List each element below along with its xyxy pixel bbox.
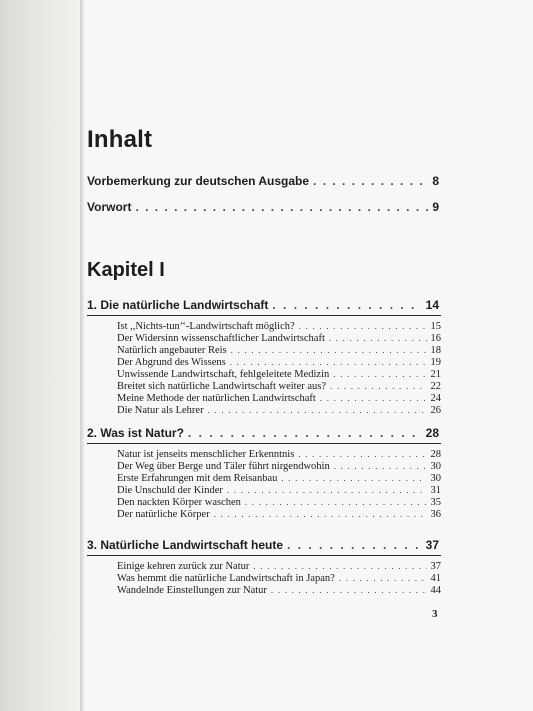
toc-leader — [227, 484, 427, 496]
book-spine-shadow — [0, 0, 84, 711]
page-number: 3 — [432, 608, 438, 620]
toc-item-page: 28 — [430, 449, 441, 460]
toc-leader — [339, 572, 427, 584]
toc-leader — [245, 496, 427, 508]
toc-item-label: Wandelnde Einstellungen zur Natur — [117, 585, 267, 596]
toc-item-label: Einige kehren zurück zur Natur — [117, 561, 250, 572]
toc-item-label: Die Unschuld der Kinder — [117, 485, 223, 496]
section-rule — [87, 555, 441, 556]
toc-item-label: Meine Methode der natürlichen Landwirtschaft — [117, 393, 316, 404]
toc-leader — [298, 448, 426, 460]
toc-leader — [320, 392, 427, 404]
toc-section-label: 3. Natürliche Landwirtschaft heute — [87, 538, 284, 552]
toc-leader — [333, 368, 426, 380]
toc-item-page: 35 — [430, 497, 441, 508]
toc-item-page: 37 — [430, 561, 441, 572]
toc-item — [117, 404, 441, 417]
toc-item-page: 44 — [430, 585, 441, 596]
toc-leader — [287, 538, 422, 552]
toc-item-label: Was hemmt die natürliche Landwirtschaft in Japan? — [117, 573, 335, 584]
toc-section-1 — [87, 298, 439, 312]
toc-item-label: Die Natur als Lehrer — [117, 405, 204, 416]
toc-item — [117, 584, 441, 597]
toc-item-page: 19 — [430, 357, 441, 368]
toc-item-page: 26 — [430, 405, 441, 416]
toc-item-page: 36 — [430, 509, 441, 520]
toc-item-label: Der Abgrund des Wissens — [117, 357, 226, 368]
toc-leader — [188, 426, 422, 440]
toc-leader — [272, 298, 421, 312]
toc-section-2 — [87, 426, 439, 440]
toc-leader — [214, 508, 427, 520]
toc-item-page: 24 — [430, 393, 441, 404]
toc-leader — [329, 332, 427, 344]
toc-leader — [135, 200, 428, 214]
toc-section-page: 28 — [425, 426, 439, 440]
toc-leader — [299, 320, 427, 332]
toc-section-label: 2. Was ist Natur? — [87, 426, 184, 440]
toc-section-page: 14 — [425, 298, 439, 312]
toc-item-label: Breitet sich natürliche Landwirtschaft weiter aus? — [117, 381, 327, 392]
toc-leader — [334, 460, 427, 472]
toc-item-page: 21 — [430, 369, 441, 380]
toc-section-page: 37 — [425, 538, 439, 552]
toc-item-label: Der natürliche Körper — [117, 509, 210, 520]
toc-section-label: 1. Die natürliche Landwirtschaft — [87, 298, 269, 312]
section-rule — [87, 443, 441, 444]
toc-leader — [230, 356, 427, 368]
toc-item-label: Erste Erfahrungen mit dem Reisanbau — [117, 473, 278, 484]
toc-entry-label: Vorbemerkung zur deutschen Ausgabe — [87, 174, 310, 188]
toc-item-page: 15 — [430, 321, 441, 332]
toc-entry-foreword-german — [87, 174, 439, 188]
toc-leader — [271, 584, 427, 596]
toc-item-page: 30 — [430, 473, 441, 484]
toc-leader — [330, 380, 426, 392]
toc-leader — [253, 560, 426, 572]
toc-item-page: 18 — [430, 345, 441, 356]
toc-item-page: 16 — [430, 333, 441, 344]
toc-item-label: Ist ,,Nichts-tun‘‘-Landwirtschaft möglich? — [117, 321, 295, 332]
toc-item-label: Der Widersinn wissenschaftlicher Landwirtschaft — [117, 333, 325, 344]
page-title: Inhalt — [87, 126, 153, 153]
toc-item-label: Den nackten Körper waschen — [117, 497, 241, 508]
toc-item-page: 30 — [430, 461, 441, 472]
toc-leader — [313, 174, 428, 188]
toc-item-page: 22 — [430, 381, 441, 392]
toc-item-page: 41 — [430, 573, 441, 584]
toc-section-3 — [87, 538, 439, 552]
toc-entry-label: Vorwort — [87, 200, 132, 214]
toc-item-label: Natur ist jenseits menschlicher Erkenntnis — [117, 449, 295, 460]
toc-entry-page: 8 — [432, 174, 439, 188]
toc-item — [117, 508, 441, 521]
toc-item-page: 31 — [430, 485, 441, 496]
chapter-heading: Kapitel I — [87, 259, 165, 281]
toc-leader — [231, 344, 427, 356]
toc-leader — [281, 472, 426, 484]
toc-leader — [208, 404, 427, 416]
toc-item-label: Unwissende Landwirtschaft, fehlgeleitete Medizin — [117, 369, 330, 380]
section-rule — [87, 315, 441, 316]
toc-entry-page: 9 — [432, 200, 439, 214]
toc-entry-foreword — [87, 200, 439, 214]
toc-item-label: Der Weg über Berge und Täler führt nirgendwohin — [117, 461, 330, 472]
toc-item-label: Natürlich angebauter Reis — [117, 345, 227, 356]
